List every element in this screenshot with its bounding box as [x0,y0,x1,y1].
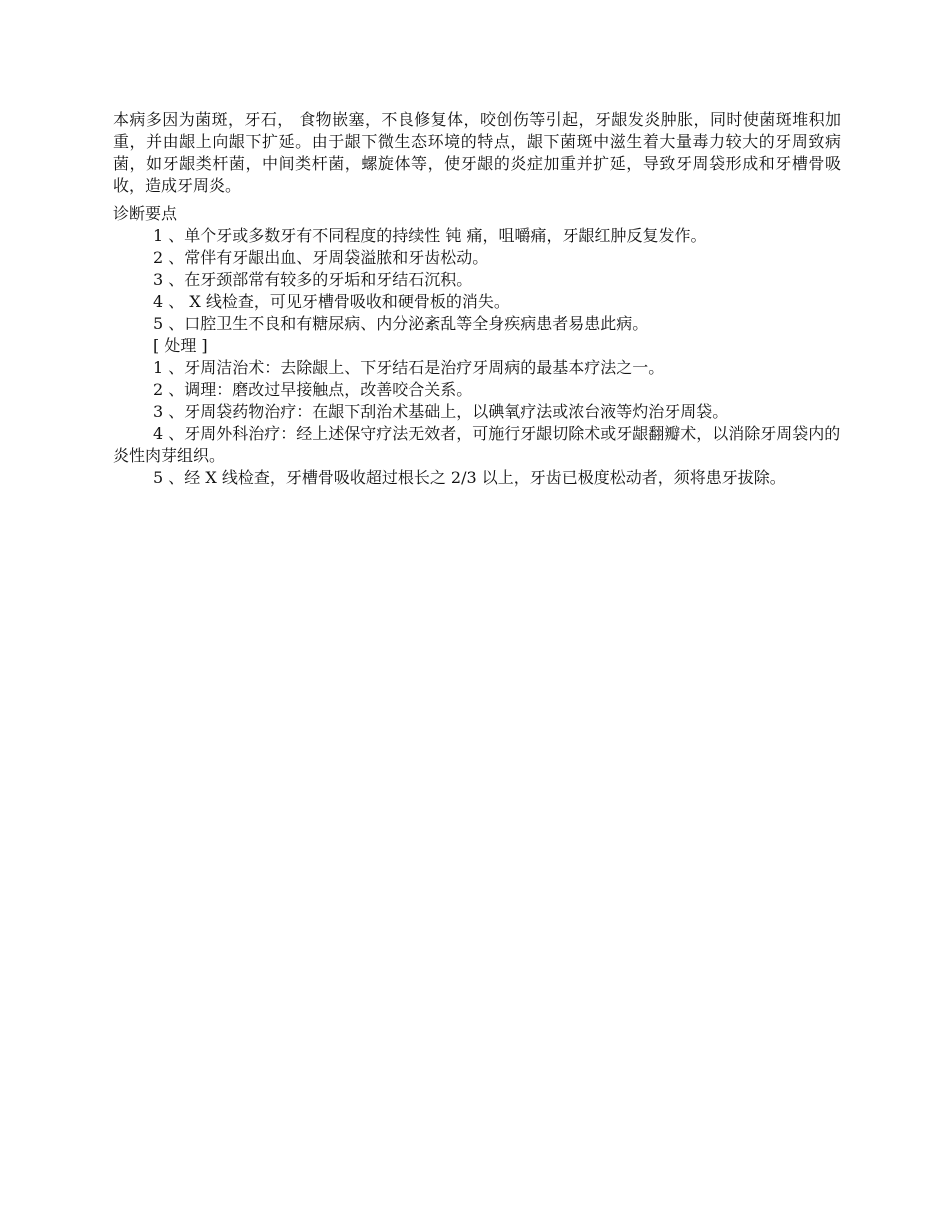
diagnosis-item: 1 、单个牙或多数牙有不同程度的持续性 钝 痛，咀嚼痛，牙龈红肿反复发作。 [153,226,707,245]
treatment-item: 3 、牙周袋药物治疗：在龈下刮治术基础上，以碘氧疗法或浓台液等灼治牙周袋。 [153,402,729,421]
treatment-item: 1 、牙周洁治术：去除龈上、下牙结石是治疗牙周病的最基本疗法之一。 [153,358,665,377]
treatment-item: 5 、经 X 线检查，牙槽骨吸收超过根长之 2/3 以上，牙齿已极度松动者，须将患牙拔除。 [153,468,786,487]
diagnosis-item: 2 、常伴有牙龈出血、牙周袋溢脓和牙齿松动。 [153,248,489,267]
treatment-heading: [ 处理 ] [153,336,208,355]
diagnosis-item: 4 、 X 线检查，可见牙槽骨吸收和硬骨板的消失。 [153,292,510,311]
treatment-item: 2 、调理：磨改过早接触点，改善咬合关系。 [153,380,473,399]
intro-paragraph: 本病多因为菌斑，牙石， 食物嵌塞，不良修复体，咬创伤等引起，牙龈发炎肿胀，同时使菌斑堆积加重，并由龈上向龈下扩延。由于龈下微生态环境的特点，龈下菌斑中滋生着大量毒力较大的牙周致病菌，如牙龈类杆菌，中间类杆菌，螺旋体等，使牙龈的炎症加重并扩延，导致牙周袋形成和牙槽骨吸收，造成牙周炎。 [113,110,841,195]
document-body [113,109,841,489]
diagnosis-item: 5 、口腔卫生不良和有糖尿病、内分泌紊乱等全身疾病患者易患此病。 [153,314,649,333]
treatment-item: 4 、牙周外科治疗：经上述保守疗法无效者，可施行牙龈切除术或牙龈翻瓣术，以消除牙周袋内的炎性肉芽组织。 [113,424,841,465]
diagnosis-item: 3 、在牙颈部常有较多的牙垢和牙结石沉积。 [153,270,473,289]
diagnosis-heading: 诊断要点 [113,204,178,223]
